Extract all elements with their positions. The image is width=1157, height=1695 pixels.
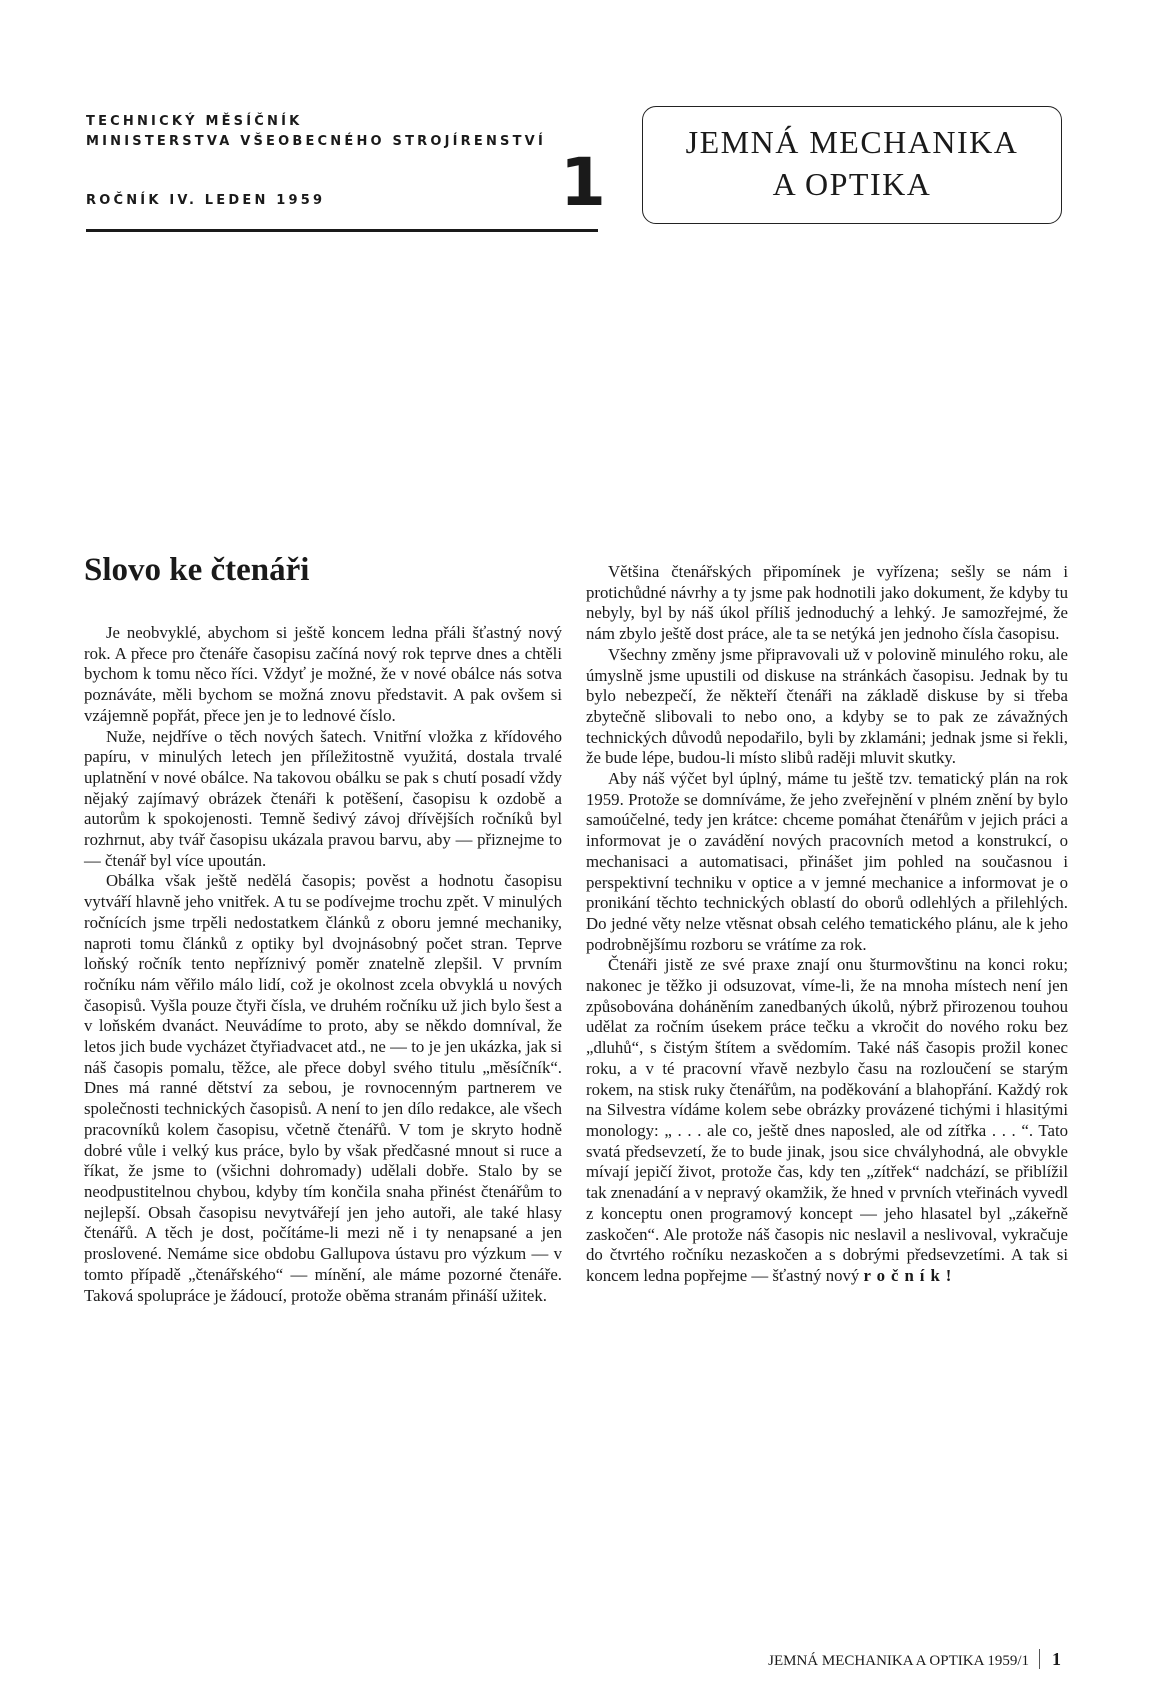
issue-line: ROČNÍK IV. LEDEN 1959: [86, 193, 326, 208]
closing-spaced-word: ročník!: [863, 1265, 958, 1285]
paragraph: Nuže, nejdříve o těch nových šatech. Vnitřní vložka z křídového papíru, v minulých letech jen příležitostně využitá, dostala trvalé uplatnění v nové obálce. Na takovou obálku se pak s chutí posadí vždy nějaký zajímavý obrázek čtenáři k potěšení, časopisu k ozdobě a autorům k spokojenosti. Temně šedivý závoj dřívějších ročníků byl rozhrnut, aby tvář časopisu ukázala pravou barvu, aby — přiznejme to — čtenář byl více upoután.: [84, 726, 562, 870]
masthead-rule: [86, 229, 598, 232]
paragraph: Většina čtenářských připomínek je vyřízena; sešly se nám i protichůdné návrhy a ty jsme pak hodnotili jako dokument, že kdyby tu nebyly, byl by náš úkol příliš jednoduchý a lehký. Je samozřejmé, že nám zbylo ještě dost práce, ale ta se netýká jen jednoho čísla časopisu.: [586, 562, 1068, 644]
masthead-line-1: TECHNICKÝ MĚSÍČNÍK: [86, 114, 303, 129]
journal-title-line-2: A OPTIKA: [772, 166, 932, 202]
paragraph-final-text: Čtenáři jistě ze své praxe znají onu šturmovštinu na konci roku; nakonec je těžko ji odsuzovat, víme-li, že na mnoha místech není jen způsobována doháněním zanedbaných úkolů, nýbrž přirozenou touhou udělat za ročním úsekem práce tečku a vkročit do nového roku bez „dluhů“, s čistým štítem a svědomím. Také náš časopis prožil konec roku, a v té pracovní vřavě nezbylo času na rozloučení se starým rokem, na stisk ruky čtenářům, na poděkování a blahopřání. Každý rok na Silvestra vídáme kolem sebe obrázky provázené tichými i hlasitými monology: „ . . . ale co, ještě dnes naposled, ale od zítřka . . . “. Tato svatá předsevzetí, že to bude jinak, jsou sice chvályhodná, ale obvykle mívají jepičí život, protože čas, kdy ten „zítřek“ nadchází, se přiblížil tak znenadání a v nepravý okamžik, že hned v prvních vteřinách vyvedl z konceptu onen programový koncept — jeho hlasatel byl „zákeřně zaskočen“. Ale protože náš časopis nic neslavil a neslivoval, vykračuje do čtvrtého ročníku nezaskočen a s dobrými předsevzetími. A tak si koncem ledna popřejme — šťastný nový: [586, 955, 1068, 1285]
paragraph: Všechny změny jsme připravovali už v polovině minulého roku, ale úmyslně jsme upustili od diskuse na stránkách časopisu. Jednak by tu bylo nebezpečí, že někteří čtenáři na základě diskuse by si třeba zbytečně slibovali to nebo ono, a kdyby se to pak ze závažných technických důvodů nepodařilo, byli by zklamáni; jednak jsme si řekli, že bude lépe, budou-li místo slibů raději mluvit skutky.: [586, 644, 1068, 768]
paragraph-final: [586, 955, 1068, 1286]
paragraph: Obálka však ještě nedělá časopis; pověst a hodnotu časopisu vytváří hlavně jeho vnitřek. A tu se podívejme trochu zpět. V minulých ročnících jsme trpěli nedostatkem článků z oboru jemné mechaniky, naproti tomu článků z optiky byl dvojnásobný počet stran. Teprve loňský ročník tento nepříznivý poměr znatelně zlepšil. V prvním ročníku nám věřilo málo lidí, což je okolnost zcela obvyklá u nových časopisů. Vyšla pouze čtyři čísla, ve druhém ročníku už jich bylo šest a v loňském dvanáct. Neuvádíme to proto, aby se někdo domníval, že letos jich bude vycházet čtyřiadvacet atd., ne — to je jen ukázka, jak si náš časopis pomalu, těžce, ale přece dobyl svého titulu „měsíčník“. Dnes má ranné dětství za sebou, je rovnocenným partnerem ve společnosti technických časopisů. A není to jen dílo redakce, ale všech pracovníků kolem časopisu, včetně čtenářů. V tom je skryto hodně dobré vůle i velký kus práce, bylo by však předčasné mnout si ruce a říkat, že jsme to (všichni dohromady) udělali dobře. Stalo by se neodpustitelnou chybou, kdyby tím končila snaha přinést čtenářům to nejlepší. Obsah časopisu nevytvářejí jen jeho autoři, ale také hlasy čtenářů. A těch je dost, počítáme-li mezi ně i ty nenapsané a jen proslovené. Nemáme sice obdobu Gallupova ústavu pro výzkum — v tomto případě „čtenářského“ — mínění, ale máme pozorné čtenáře. Taková spolupráce je žádoucí, protože oběma stranám přináší užitek.: [84, 871, 562, 1305]
journal-title-box: [642, 106, 1062, 224]
journal-title-line-1: JEMNÁ MECHANIKA: [685, 124, 1019, 160]
paragraph: Je neobvyklé, abychom si ještě koncem ledna přáli šťastný nový rok. A přece pro čtenáře časopisu začíná nový rok teprve dnes a chtěli bychom k tomu něco říci. Vždyť je možné, že v nové obálce nás sotva poznáváte, měli bychom se možná znovu představit. A pak ovšem si vzájemně popřát, přece jen je to lednové číslo.: [84, 623, 562, 725]
running-title: JEMNÁ MECHANIKA A OPTIKA 1959/1: [768, 1653, 1029, 1669]
article-heading: Slovo ke čtenáři: [84, 552, 310, 588]
article-column-1: [84, 623, 562, 1306]
masthead: [86, 112, 596, 152]
masthead-line-2: MINISTERSTVA VŠEOBECNÉHO STROJÍRENSTVÍ: [86, 134, 546, 149]
footer-divider: [1039, 1649, 1040, 1669]
article-column-2: [586, 562, 1068, 1287]
paragraph: Aby náš výčet byl úplný, máme tu ještě tzv. tematický plán na rok 1959. Protože se domníváme, že jeho zveřejnění v plném znění by bylo samoúčelné, tedy jen krátce: chceme pomáhat čtenářům v jejich práci a informovat je o zavádění nových pracovních metod a konstrukcí, o mechanisaci a automatisaci, přinášet jim pohled na současnou i perspektivní techniku v optice a v jemné mechanice a informovat je o pronikání těchto technických oblastí do oborů odlehlých a přilehlých. Do jedné věty nelze vtěsnat obsah celého tematického plánu, ale k jeho podrobnějšímu rozboru se vrátíme za rok.: [586, 769, 1068, 954]
issue-number: 1: [560, 144, 606, 221]
page-number: 1: [1052, 1649, 1061, 1669]
page-footer: [768, 1649, 1061, 1670]
